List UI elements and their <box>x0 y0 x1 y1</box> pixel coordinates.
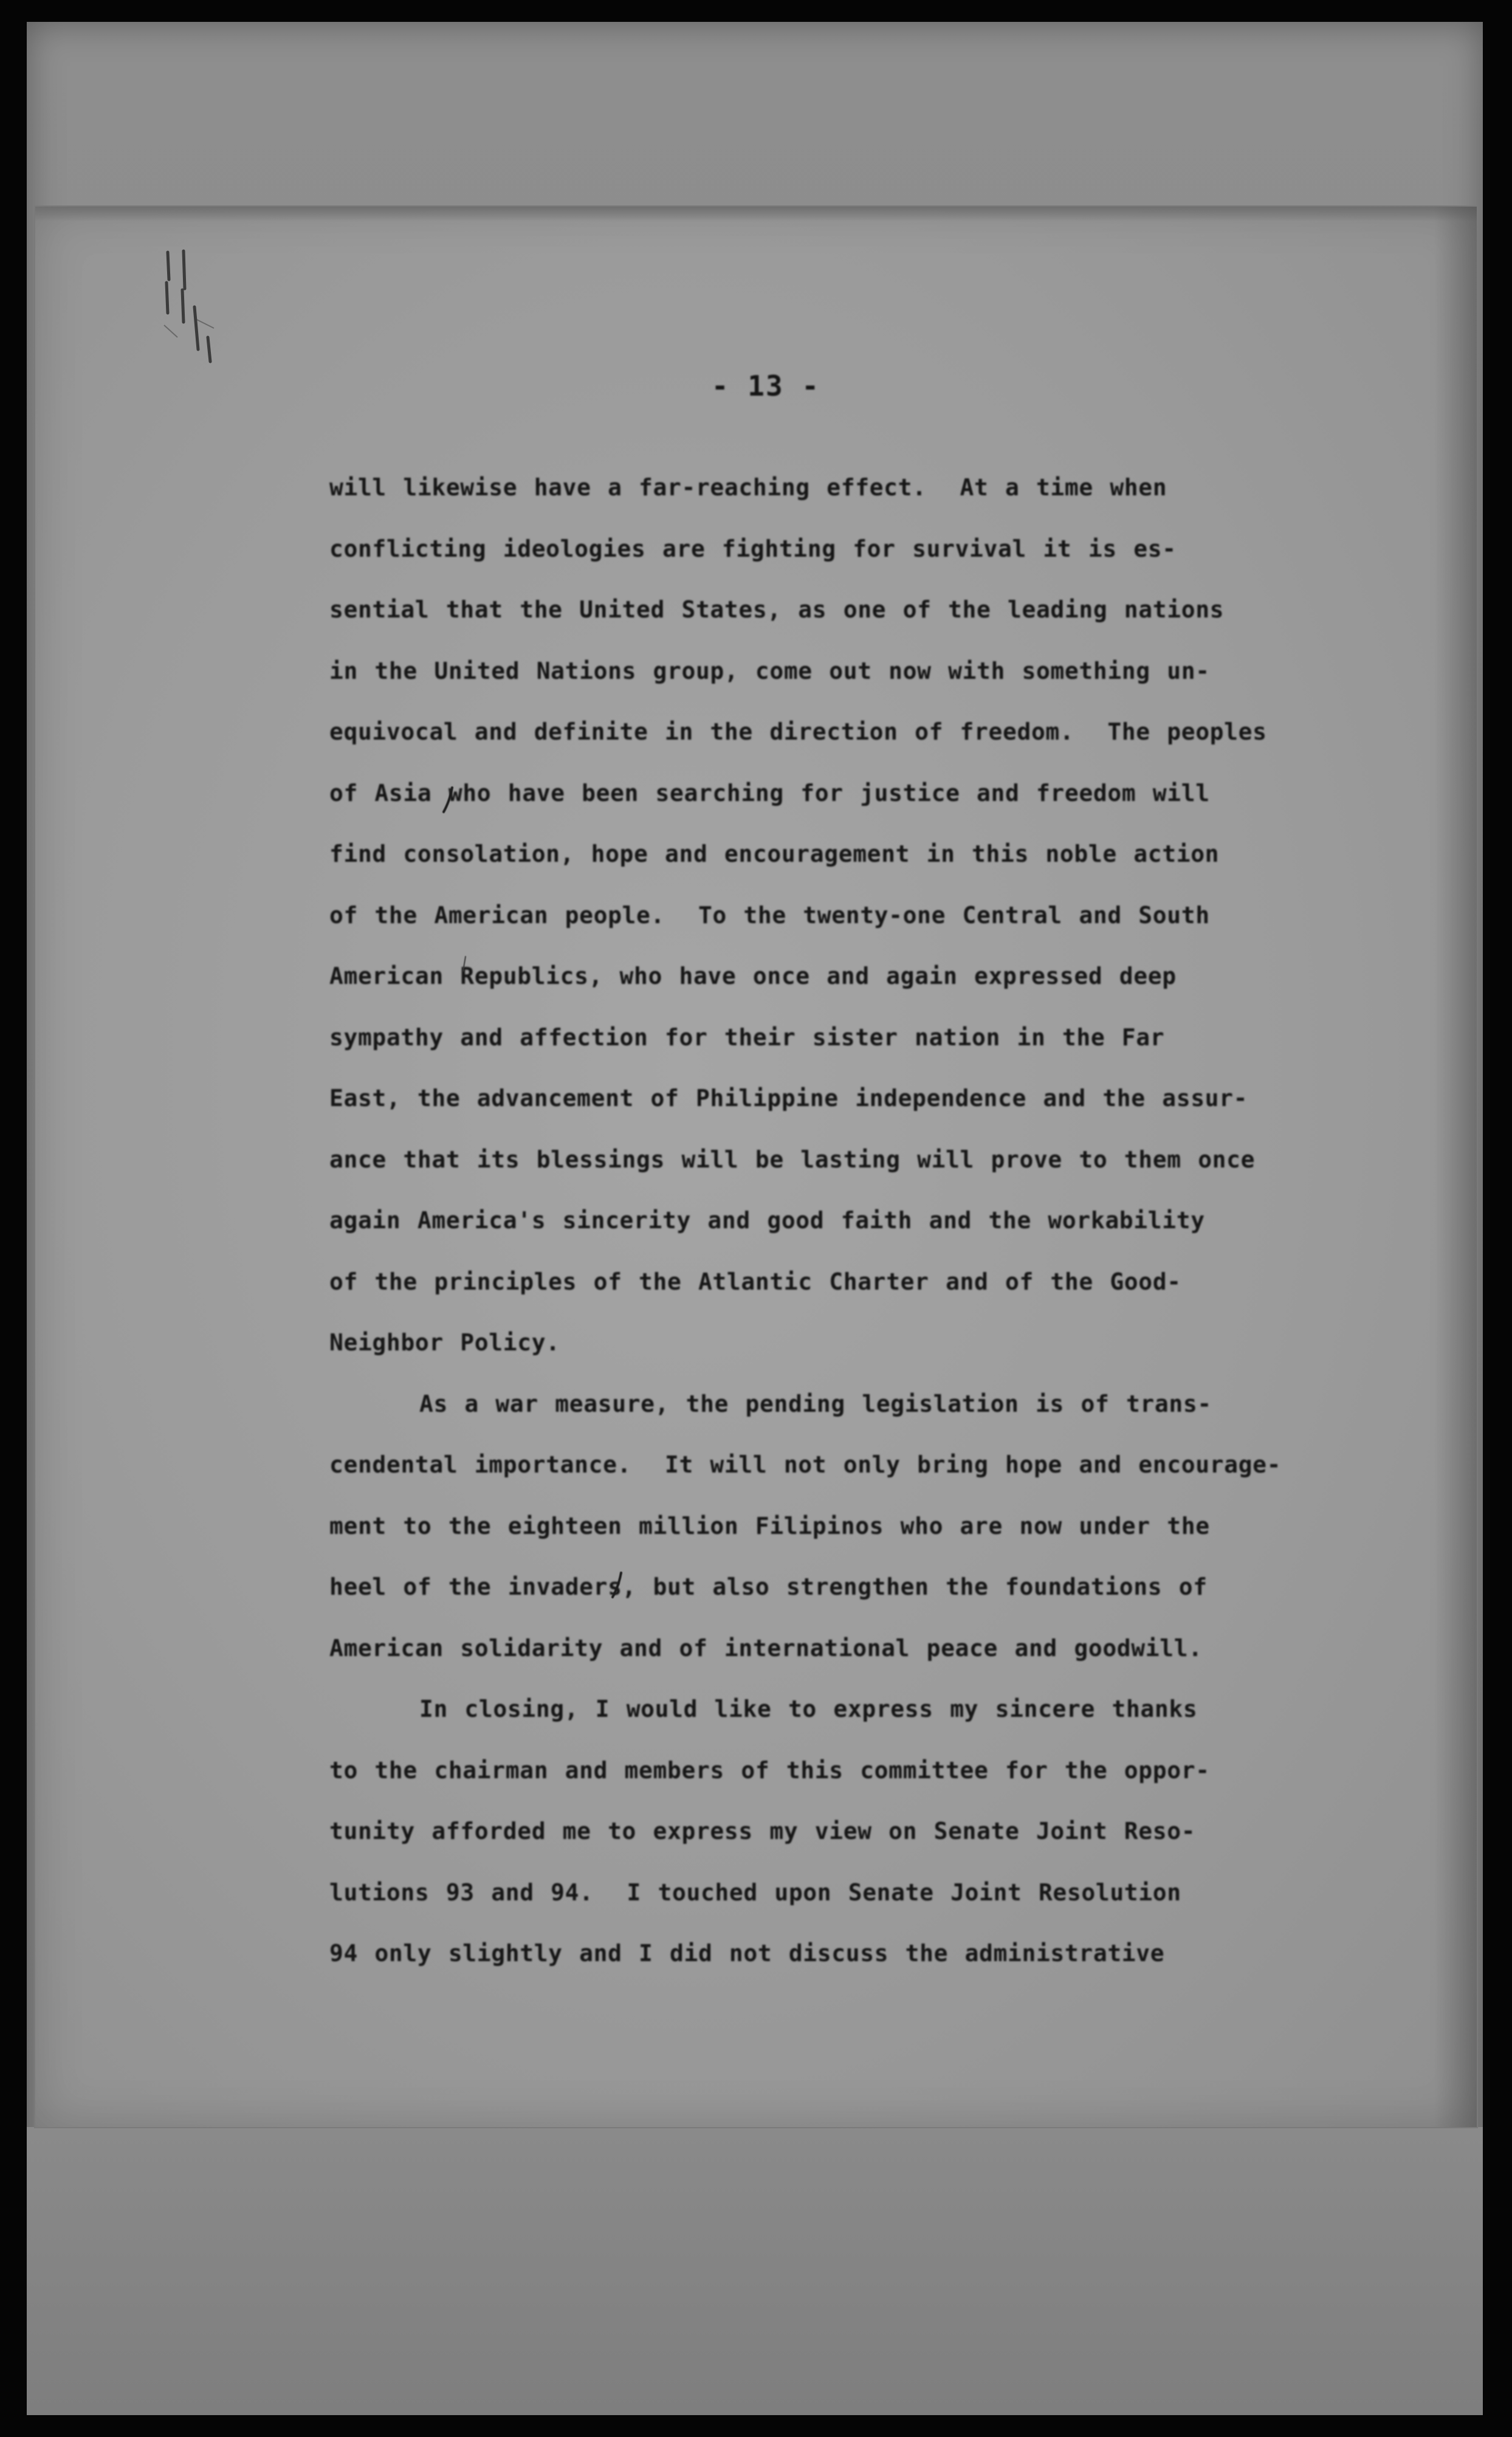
text-line: sential that the United States, as one of the leading nations <box>329 596 1225 623</box>
pencil-tally-marks <box>159 246 226 368</box>
text-line: heel of the invaders, but also strengthen the foundations of <box>329 1573 1208 1600</box>
paragraph-start-line: In closing, I would like to express my sincere thanks <box>419 1696 1198 1722</box>
text-line: American Republics, who have once and again expressed deep <box>329 963 1177 989</box>
text-line: in the United Nations group, come out now with something un- <box>329 657 1210 684</box>
text-line: East, the advancement of Philippine independence and the assur- <box>329 1085 1248 1112</box>
text-line: ance that its blessings will be lasting will prove to them once <box>329 1146 1256 1173</box>
text-line: conflicting ideologies are fighting for survival it is es- <box>329 535 1177 562</box>
text-line: Neighbor Policy. <box>329 1329 560 1356</box>
text-line: American solidarity and of international peace and goodwill. <box>329 1634 1203 1662</box>
text-line: find consolation, hope and encouragement in this noble action <box>329 840 1220 867</box>
text-line: will likewise have a far-reaching effect. At a time when <box>329 474 1167 501</box>
handwritten-comma-mark <box>440 785 458 816</box>
handwritten-comma-mark <box>609 1570 627 1601</box>
page-edge-shadow <box>1434 207 1477 2127</box>
text-line: to the chairman and members of this committee for the oppor- <box>329 1756 1210 1784</box>
text-line: equivocal and definite in the direction of freedom. The peoples <box>329 718 1267 745</box>
text-line: lutions 93 and 94. I touched upon Senate Joint Resolution <box>329 1878 1181 1906</box>
text-line: cendental importance. It will not only bring hope and encourage- <box>329 1451 1282 1478</box>
text-line: tunity afforded me to express my view on Senate Joint Reso- <box>329 1818 1196 1844</box>
bottom-margin-sheet <box>27 2127 1483 2415</box>
body-text <box>329 457 1326 1984</box>
text-line: of the principles of the Atlantic Charter and of the Good- <box>329 1268 1181 1295</box>
text-line: again America's sincerity and good faith and the workability <box>329 1207 1205 1234</box>
text-line: 94 only slightly and I did not discuss the administrative <box>329 1940 1165 1967</box>
text-line: of Asia who have been searching for justice and freedom will <box>329 779 1210 806</box>
text-line: of the American people. To the twenty-one Central and South <box>329 901 1210 929</box>
page-number: - 13 - <box>711 370 820 402</box>
paragraph-start-line: As a war measure, the pending legislation is of trans- <box>419 1390 1212 1417</box>
text-line: sympathy and affection for their sister nation in the Far <box>329 1023 1165 1051</box>
text-line: ment to the eighteen million Filipinos who are now under the <box>329 1512 1210 1539</box>
handwritten-tick-mark <box>459 955 472 974</box>
